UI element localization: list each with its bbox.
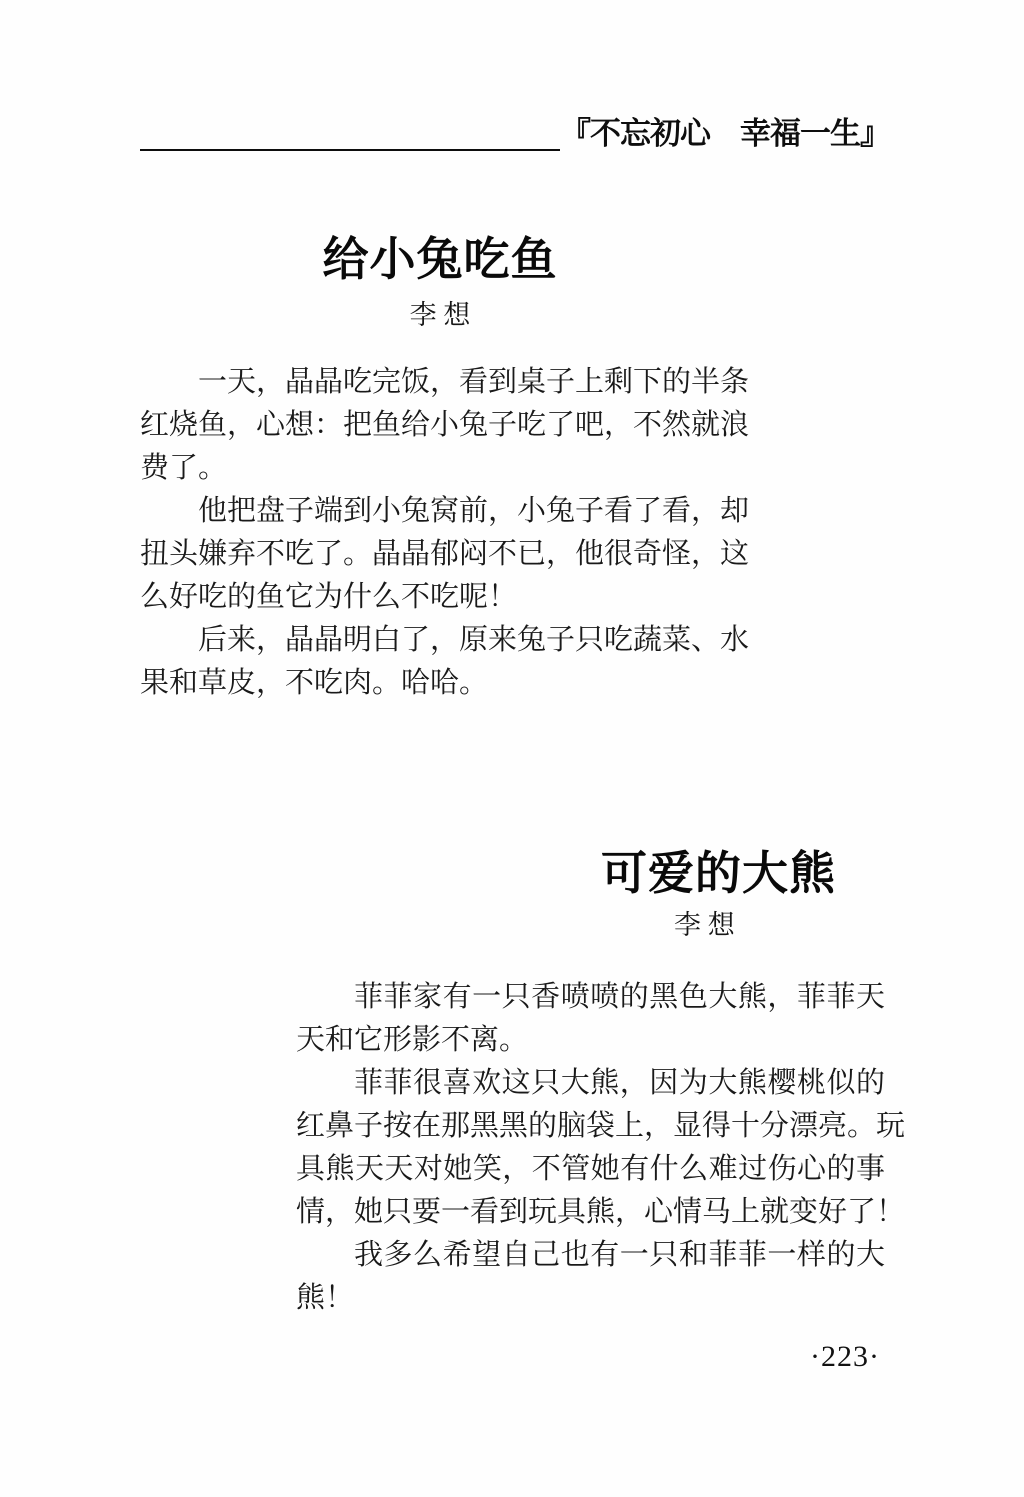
header-rule [140, 149, 560, 151]
text-line: 具熊天天对她笑，不管她有什么难过伤心的事 [296, 1153, 885, 1185]
text-line: 熊！ [296, 1282, 355, 1314]
text-line: 么好吃的鱼它为什么不吃呢！ [140, 581, 518, 613]
essay1-author: 李 想 [409, 300, 471, 330]
text-line: 红鼻子按在那黑黑的脑袋上，显得十分漂亮。玩 [296, 1110, 906, 1142]
page-number: ·223· [810, 1340, 880, 1373]
essay1-body [140, 361, 750, 705]
text-line: 红烧鱼，心想：把鱼给小兔子吃了吧，不然就浪 [140, 409, 750, 441]
text-line: 菲菲很喜欢这只大熊，因为大熊樱桃似的 [354, 1067, 885, 1099]
text-line: 一天，晶晶吃完饭，看到桌子上剩下的半条 [198, 366, 750, 398]
text-line: 天和它形影不离。 [296, 1024, 529, 1056]
text-line: 果和草皮，不吃肉。哈哈。 [140, 667, 489, 699]
text-line: 情，她只要一看到玩具熊，心情马上就变好了！ [296, 1196, 906, 1228]
text-line: 菲菲家有一只香喷喷的黑色大熊，菲菲天 [354, 981, 885, 1013]
text-line: 扭头嫌弃不吃了。晶晶郁闷不已，他很奇怪，这 [140, 538, 750, 570]
text-line: 他把盘子端到小兔窝前，小兔子看了看，却 [198, 495, 750, 527]
essay2-author: 李 想 [674, 910, 735, 940]
essay2-title: 可爱的大熊 [601, 848, 836, 899]
text-line: 费了。 [140, 452, 228, 484]
text-line: 我多么希望自己也有一只和菲菲一样的大 [354, 1239, 885, 1271]
text-line: 后来，晶晶明白了，原来兔子只吃蔬菜、水 [198, 624, 750, 656]
running-header-motto: 『不忘初心 幸福一生』 [560, 116, 890, 151]
running-header [140, 112, 890, 156]
essay1-title: 给小兔吃鱼 [322, 234, 558, 285]
essay2-body [296, 976, 906, 1320]
